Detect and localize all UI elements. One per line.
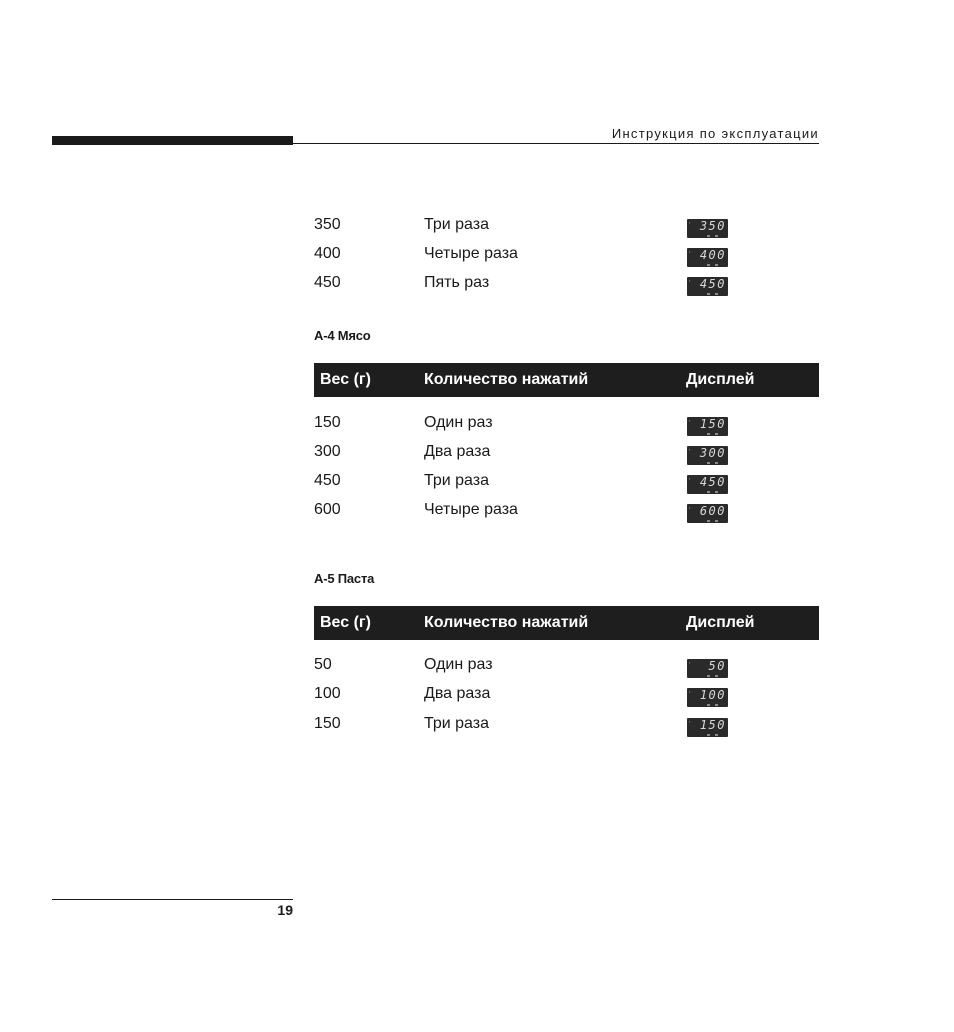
column-header-weight: Вес (г): [320, 614, 371, 631]
lcd-digits: 100: [699, 688, 726, 702]
lcd-digits: 450: [699, 277, 726, 291]
presses-cell: Один раз: [424, 656, 493, 673]
lcd-marks: [707, 519, 723, 522]
presses-cell: Четыре раза: [424, 501, 518, 518]
lcd-digits: 600: [699, 504, 726, 518]
display-lcd: [687, 277, 728, 296]
table-row: [314, 274, 819, 296]
table-row: [314, 472, 819, 494]
section-title-a5: А-5 Паста: [314, 571, 375, 586]
lcd-indicator-icon: ▪: [689, 447, 691, 452]
presses-cell: Два раза: [424, 443, 491, 460]
weight-cell: 350: [314, 216, 341, 233]
display-lcd: [687, 504, 728, 523]
display-lcd: [687, 475, 728, 494]
weight-cell: 100: [314, 685, 341, 702]
lcd-digits: 400: [699, 248, 726, 262]
display-lcd: [687, 219, 728, 238]
lcd-digits: 150: [699, 417, 726, 431]
lcd-marks: [707, 292, 723, 295]
lcd-indicator-icon: ▪: [689, 220, 691, 225]
lcd-marks: [707, 703, 723, 706]
lcd-indicator-icon: ▪: [689, 505, 691, 510]
lcd-marks: [707, 234, 723, 237]
header-rule: [293, 143, 819, 144]
lcd-marks: [707, 674, 723, 677]
lcd-indicator-icon: ▪: [689, 476, 691, 481]
table-row: [314, 216, 819, 238]
header-bar: [52, 136, 293, 145]
lcd-marks: [707, 461, 723, 464]
page-number: 19: [277, 902, 293, 918]
table-row: [314, 443, 819, 465]
display-lcd: [687, 688, 728, 707]
section-title-a4: А-4 Мясо: [314, 328, 371, 343]
table-row: [314, 656, 819, 678]
presses-cell: Три раза: [424, 216, 490, 233]
table-row: [314, 414, 819, 436]
column-header-weight: Вес (г): [320, 371, 371, 388]
presses-cell: Три раза: [424, 715, 490, 732]
weight-cell: 600: [314, 501, 341, 518]
table-row: [314, 685, 819, 707]
lcd-digits: 50: [708, 659, 726, 673]
lcd-indicator-icon: ▪: [689, 278, 691, 283]
column-header-presses: Количество нажатий: [424, 371, 589, 388]
lcd-digits: 150: [699, 718, 726, 732]
weight-cell: 50: [314, 656, 332, 673]
weight-cell: 450: [314, 472, 341, 489]
lcd-indicator-icon: ▪: [689, 418, 691, 423]
weight-cell: 150: [314, 715, 341, 732]
lcd-marks: [707, 263, 723, 266]
display-lcd: [687, 446, 728, 465]
display-lcd: [687, 248, 728, 267]
weight-cell: 400: [314, 245, 341, 262]
table-header-a4: [314, 363, 819, 397]
table-row: [314, 501, 819, 523]
display-lcd: [687, 417, 728, 436]
lcd-digits: 450: [699, 475, 726, 489]
footer-rule: [52, 899, 293, 900]
presses-cell: Один раз: [424, 414, 493, 431]
column-header-display: Дисплей: [686, 371, 755, 388]
lcd-indicator-icon: ▪: [689, 249, 691, 254]
weight-cell: 450: [314, 274, 341, 291]
lcd-indicator-icon: ▪: [689, 719, 691, 724]
column-header-display: Дисплей: [686, 614, 755, 631]
presses-cell: Четыре раза: [424, 245, 518, 262]
display-lcd: [687, 718, 728, 737]
weight-cell: 150: [314, 414, 341, 431]
presses-cell: Три раза: [424, 472, 490, 489]
table-header-a5: [314, 606, 819, 640]
lcd-marks: [707, 432, 723, 435]
table-row: [314, 715, 819, 737]
lcd-digits: 350: [699, 219, 726, 233]
lcd-indicator-icon: ▪: [689, 689, 691, 694]
lcd-marks: [707, 490, 723, 493]
presses-cell: Пять раз: [424, 274, 490, 291]
lcd-indicator-icon: ▪: [689, 660, 691, 665]
presses-cell: Два раза: [424, 685, 491, 702]
lcd-digits: 300: [699, 446, 726, 460]
table-row: [314, 245, 819, 267]
display-lcd: [687, 659, 728, 678]
lcd-marks: [707, 733, 723, 736]
weight-cell: 300: [314, 443, 341, 460]
page-header-title: Инструкция по эксплуатации: [611, 126, 819, 141]
column-header-presses: Количество нажатий: [424, 614, 589, 631]
